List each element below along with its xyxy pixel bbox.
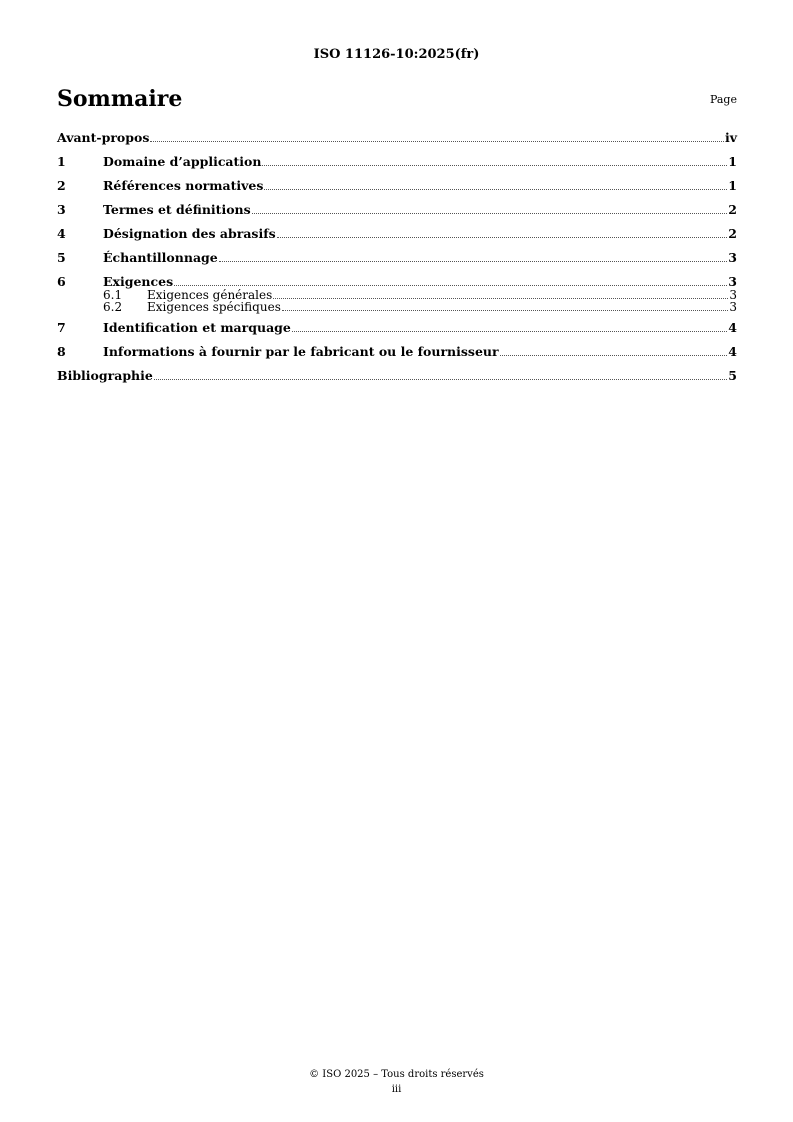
dot-leader bbox=[252, 212, 728, 214]
toc-entry-number: 2 bbox=[57, 178, 66, 193]
toc-entry-sampling[interactable] bbox=[57, 250, 737, 265]
toc-entry-page: 1 bbox=[728, 154, 737, 169]
toc-entry-page: 2 bbox=[728, 226, 737, 241]
dot-leader bbox=[264, 188, 727, 190]
dot-leader bbox=[154, 378, 727, 380]
toc-entry-manufacturer-information[interactable] bbox=[57, 344, 737, 359]
toc-entry-page: 4 bbox=[728, 344, 737, 359]
toc-subentry-number: 6.1 bbox=[103, 288, 123, 302]
toc-entry-label: Informations à fournir par le fabricant ou le fournisseur bbox=[103, 344, 499, 359]
page-number: iii bbox=[391, 1084, 402, 1095]
dot-leader bbox=[500, 354, 728, 356]
toc-entry-label: Exigences bbox=[103, 274, 174, 289]
toc-entry-label: Échantillonnage bbox=[103, 250, 218, 265]
toc-entry-bibliography[interactable] bbox=[57, 368, 737, 383]
toc-entry-number: 5 bbox=[57, 250, 66, 265]
toc-entry-page: iv bbox=[724, 130, 737, 145]
toc-entry-page: 5 bbox=[728, 368, 737, 383]
toc-entry-requirements[interactable] bbox=[57, 274, 737, 289]
toc-entry-foreword[interactable] bbox=[57, 130, 737, 145]
toc-entry-page: 3 bbox=[728, 274, 737, 289]
toc-entry-number: 6 bbox=[57, 274, 66, 289]
dot-leader bbox=[150, 140, 724, 142]
dot-leader bbox=[292, 330, 727, 332]
toc-entry-label: Avant-propos bbox=[57, 130, 150, 145]
toc-entry-label: Identification et marquage bbox=[103, 320, 291, 335]
toc-entry-page: 1 bbox=[728, 178, 737, 193]
toc-entry-label: Domaine d’application bbox=[103, 154, 262, 169]
dot-leader bbox=[273, 297, 728, 299]
page-column-label: Page bbox=[709, 93, 737, 106]
toc-subentry-page: 3 bbox=[729, 300, 737, 314]
toc-entry-page: 2 bbox=[728, 202, 737, 217]
copyright-notice: © ISO 2025 – Tous droits réservés bbox=[309, 1069, 484, 1080]
toc-subentry-label: Exigences générales bbox=[147, 288, 273, 302]
dot-leader bbox=[262, 164, 727, 166]
dot-leader bbox=[219, 260, 728, 262]
toc-entry-label: Références normatives bbox=[103, 178, 264, 193]
toc-entry-number: 8 bbox=[57, 344, 66, 359]
toc-entry-scope[interactable] bbox=[57, 154, 737, 169]
toc-entry-label: Désignation des abrasifs bbox=[103, 226, 276, 241]
dot-leader bbox=[277, 236, 728, 238]
dot-leader bbox=[282, 309, 729, 311]
toc-subentry-label: Exigences spécifiques bbox=[147, 300, 281, 314]
toc-entry-number: 7 bbox=[57, 320, 66, 335]
toc-entry-number: 1 bbox=[57, 154, 66, 169]
toc-entry-page: 3 bbox=[728, 250, 737, 265]
toc-entry-number: 4 bbox=[57, 226, 66, 241]
title-row bbox=[57, 86, 737, 116]
toc-entry-designation[interactable] bbox=[57, 226, 737, 241]
toc-entry-terms-definitions[interactable] bbox=[57, 202, 737, 217]
toc-entry-normative-references[interactable] bbox=[57, 178, 737, 193]
toc-entry-number: 3 bbox=[57, 202, 66, 217]
page-footer bbox=[0, 1067, 793, 1097]
toc-subentry-number: 6.2 bbox=[103, 300, 123, 314]
toc-entry-page: 4 bbox=[728, 320, 737, 335]
toc-subentry-specific-requirements[interactable] bbox=[57, 301, 737, 313]
toc-entry-identification-marking[interactable] bbox=[57, 320, 737, 335]
table-of-contents bbox=[57, 130, 737, 392]
toc-entry-label: Bibliographie bbox=[57, 368, 153, 383]
dot-leader bbox=[174, 284, 727, 286]
toc-entry-label: Termes et définitions bbox=[103, 202, 251, 217]
page-title: Sommaire bbox=[57, 86, 183, 112]
document-id-header: ISO 11126-10:2025(fr) bbox=[313, 47, 480, 62]
toc-subentry-page: 3 bbox=[729, 288, 737, 302]
